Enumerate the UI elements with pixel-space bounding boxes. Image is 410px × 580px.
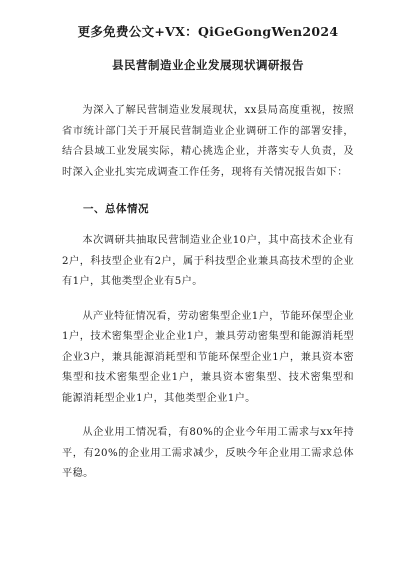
paragraph-industry-features: 从产业特征情况看，劳动密集型企业1户，节能环保型企业1户，技术密集型企业企业1户，兼具劳动密集型和能源消耗型企业3户，兼具能源消耗型和节能环保型企业1户，兼具资本密集型和技术密集型企业1户，兼具资本密集型、技术密集型和能源消耗型企业1户，其他类型企业1户。 (62, 310, 354, 404)
promo-header: 更多免费公文+VX：QiGeGongWen2024 (77, 24, 339, 39)
spacer (62, 183, 354, 201)
spacer (62, 409, 354, 423)
intro-paragraph: 为深入了解民营制造业发展现状，xx县局高度重视，按照省市统计部门关于开展民营制造业企业调研工作的部署安排，结合县域工业发展实际，精心挑选企业，并落实专人负责，及时深入企业扎实完成调查工作任务，现将有关情况报告如下： (62, 105, 354, 178)
spacer (62, 217, 354, 231)
paragraph-sample-composition: 本次调研共抽取民营制造业企业10户，其中高技术企业有2户，科技型企业有2户，属于科技型企业兼具高技术型的企业有1户，其他类型企业有5户。 (62, 235, 354, 287)
section-heading-overall: 一、总体情况 (83, 203, 149, 215)
document-title: 县民营制造业企业发展现状调研报告 (112, 58, 304, 72)
paragraph-employment: 从企业用工情况看，有80%的企业今年用工需求与xx年持平，有20%的企业用工需求减少，反映今年企业用工需求总体平稳。 (62, 427, 354, 479)
spacer (62, 293, 354, 307)
